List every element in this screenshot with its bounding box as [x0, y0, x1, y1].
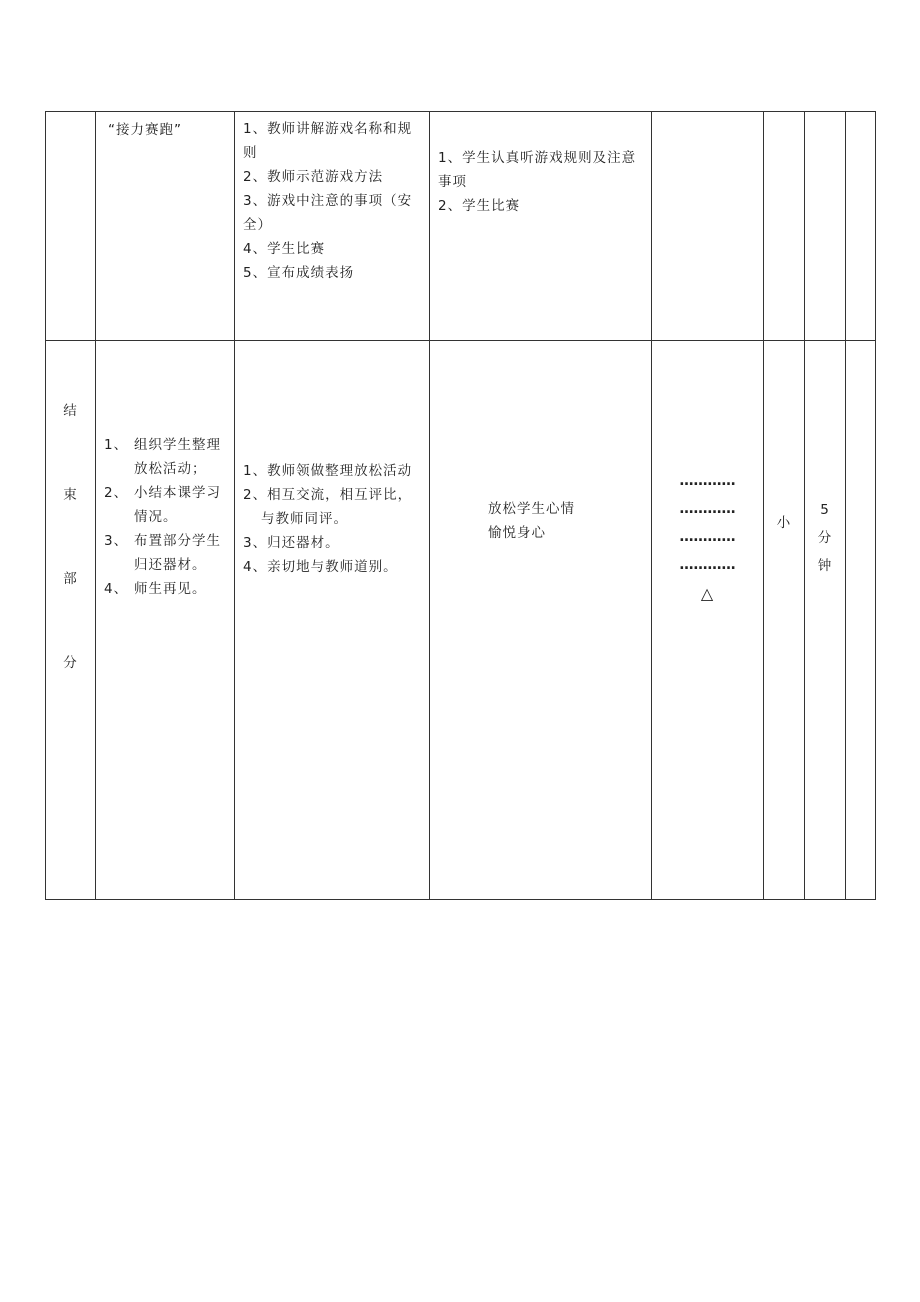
table-row-ending-section: [46, 341, 876, 900]
content-item-text: 师生再见。: [134, 581, 207, 597]
section-label-cell: [46, 341, 96, 900]
teacher-step: 1、教师领做整理放松活动: [243, 463, 413, 479]
teacher-activity-cell: [235, 341, 430, 900]
content-item-number: 2、: [104, 485, 129, 501]
game-title: “接力赛跑”: [108, 122, 182, 138]
teacher-step: 3、游戏中注意的事项（安全）: [243, 193, 413, 233]
content-item: [104, 529, 230, 577]
intensity-value: 小: [776, 515, 792, 531]
section-cell-empty: [46, 112, 96, 341]
section-char: 部: [63, 571, 78, 587]
teacher-position-triangle-icon: △: [700, 584, 715, 603]
content-item-text: 布置部分学生归还器材。: [134, 533, 221, 573]
student-step: 2、学生比赛: [438, 198, 521, 214]
content-item: [104, 433, 230, 481]
goal-line: 愉悦身心: [488, 525, 546, 541]
formation-row: …………: [679, 501, 736, 517]
content-item-number: 4、: [104, 581, 129, 597]
time-char: 5: [820, 502, 830, 518]
content-item: [104, 577, 230, 601]
teacher-step: 4、学生比赛: [243, 241, 326, 257]
formation-cell-empty: [652, 112, 764, 341]
time-char: 分: [817, 530, 833, 546]
content-item-text: 组织学生整理放松活动；: [134, 437, 221, 477]
teacher-step: 2、相互交流，相互评比，与教师同评。: [243, 487, 413, 527]
goal-line: 放松学生心情: [488, 501, 575, 517]
section-char: 分: [63, 655, 78, 671]
intensity-cell-empty: [764, 112, 805, 341]
student-step: 1、学生认真听游戏规则及注意事项: [438, 150, 637, 190]
lesson-plan-table: [45, 111, 876, 900]
time-cell-empty: [805, 112, 846, 341]
time-char: 钟: [817, 558, 833, 574]
section-char: 束: [63, 487, 78, 503]
intensity-cell: [764, 341, 805, 900]
student-activity-cell: [430, 112, 652, 341]
time-cell: [805, 341, 846, 900]
teacher-step: 2、教师示范游戏方法: [243, 169, 384, 185]
content-item-number: 1、: [104, 437, 129, 453]
teacher-step: 5、宣布成绩表扬: [243, 265, 355, 281]
table-row-relay-game: [46, 112, 876, 341]
teacher-step: 4、亲切地与教师道别。: [243, 559, 398, 575]
goal-cell: [430, 341, 652, 900]
formation-row: …………: [679, 473, 736, 489]
content-item-number: 3、: [104, 533, 129, 549]
formation-cell: [652, 341, 764, 900]
content-item: [104, 481, 230, 529]
content-cell: [96, 112, 235, 341]
formation-row: …………: [679, 529, 736, 545]
formation-row: …………: [679, 557, 736, 573]
teacher-step: 3、归还器材。: [243, 535, 340, 551]
extra-cell-empty: [846, 112, 876, 341]
teacher-activity-cell: [235, 112, 430, 341]
section-char: 结: [63, 403, 78, 419]
teacher-step: 1、教师讲解游戏名称和规则: [243, 121, 413, 161]
content-cell: [96, 341, 235, 900]
content-item-text: 小结本课学习情况。: [134, 485, 221, 525]
extra-cell-empty: [846, 341, 876, 900]
